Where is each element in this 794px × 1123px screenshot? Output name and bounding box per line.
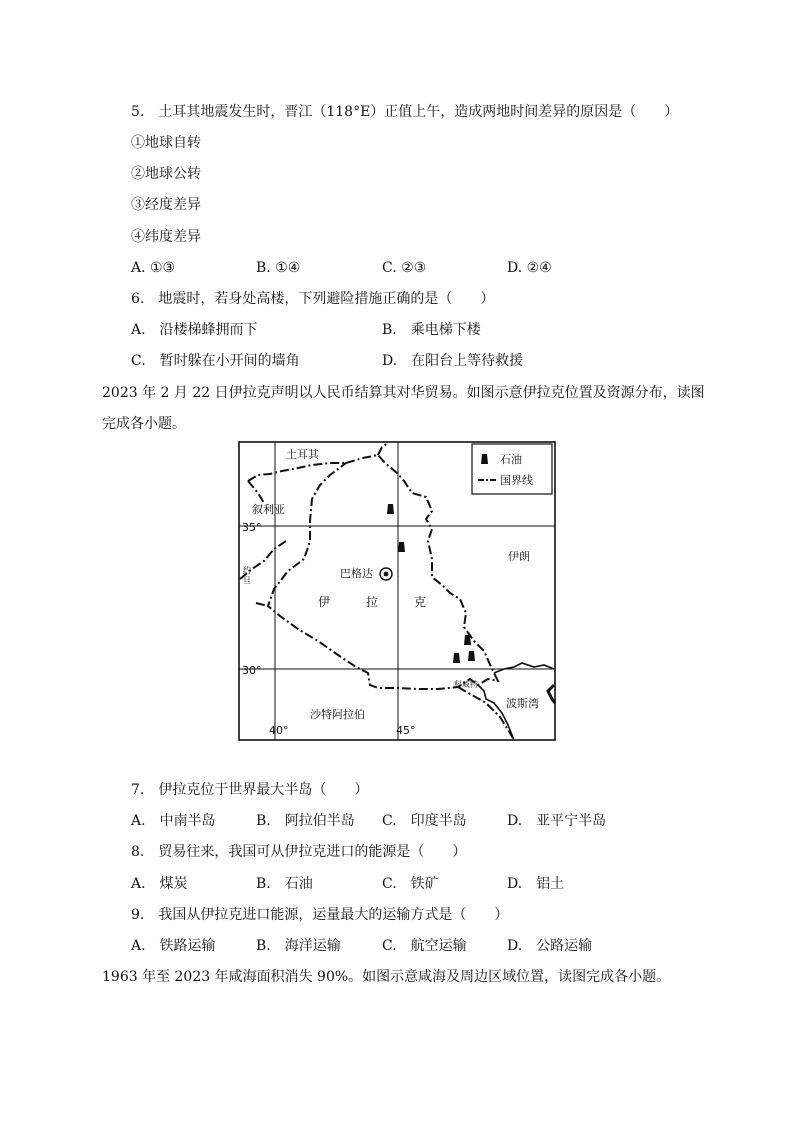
legend-oil-label: 石油 [500,453,522,466]
capital-dot [384,572,389,577]
tick-lon-40: 40° [269,724,289,737]
iraq-map-svg [238,441,556,741]
label-kuwait: 科威特 [454,680,478,689]
q8-stem: 8. 贸易往来，我国可从伊拉克进口的能源是（ ） [131,844,467,860]
q6-stem: 6. 地震时，若身处高楼，下列避险措施正确的是（ ） [131,291,495,307]
q5-option-b: B. ①④ [256,260,301,276]
q7-option-d: D. 亚平宁半岛 [507,813,607,829]
q9-option-a: A. 铁路运输 [131,938,216,954]
q5-item-4: ④纬度差异 [131,229,201,245]
intro1-line1: 2023 年 2 月 22 日伊拉克声明以人民币结算其对华贸易。如图示意伊拉克位置及资源分布，读图 [102,385,705,401]
label-iraq-1: 伊 [318,595,331,609]
legend-oil-icon [481,454,488,464]
q9-stem: 9. 我国从伊拉克进口能源，运量最大的运输方式是（ ） [131,907,509,923]
label-jordan-1: 约 [243,566,251,575]
legend-border-label: 国界线 [500,474,533,487]
label-iran: 伊朗 [508,550,530,563]
q5-option-a: A. ①③ [131,260,176,276]
q6-option-d: D. 在阳台上等待救援 [382,353,524,369]
iraq-map [238,441,556,741]
q8-option-a: A. 煤炭 [131,876,188,892]
q9-option-d: D. 公路运输 [507,938,593,954]
q7-stem: 7. 伊拉克位于世界最大半岛（ ） [131,782,369,798]
tick-lat-35: 35° [242,521,262,534]
tick-lat-30: 30° [242,664,262,677]
q7-option-c: C. 印度半岛 [382,813,467,829]
q5-option-d: D. ②④ [507,260,552,276]
q6-option-c: C. 暂时躲在小开间的墙角 [131,353,300,369]
q8-option-c: C. 铁矿 [382,876,439,892]
q5-item-2: ②地球公转 [131,166,201,182]
q8-option-b: B. 石油 [256,876,313,892]
q9-option-c: C. 航空运输 [382,938,467,954]
oil-marker-basra-2 [453,653,460,663]
q5-item-3: ③经度差异 [131,197,201,213]
intro2-line1: 1963 年至 2023 年咸海面积消失 90%。如图示意咸海及周边区域位置，读图完成各小题。 [102,969,671,985]
intro1-line2: 完成各小题。 [102,416,186,432]
label-persian-gulf: 波斯湾 [506,697,539,710]
oil-marker-basra-3 [468,651,475,661]
label-syria: 叙利亚 [252,503,285,516]
label-turkey: 土耳其 [286,448,319,461]
label-jordan-2: 旦 [243,576,251,585]
oil-marker-central [398,542,405,552]
q5-option-c: C. ②③ [382,260,427,276]
oil-marker-basra-1 [464,635,471,645]
q8-option-d: D. 铝土 [507,876,565,892]
label-baghdad: 巴格达 [340,567,373,580]
oil-marker-kirkuk [387,504,394,514]
label-iraq-2: 拉 [366,595,379,609]
q5-item-1: ①地球自转 [131,135,201,151]
q6-option-a: A. 沿楼梯蜂拥而下 [131,322,258,338]
q9-option-b: B. 海洋运输 [256,938,341,954]
q7-option-a: A. 中南半岛 [131,813,216,829]
tick-lon-45: 45° [396,724,416,737]
label-iraq-3: 克 [414,595,427,609]
q7-option-b: B. 阿拉伯半岛 [256,813,355,829]
q6-option-b: B. 乘电梯下楼 [382,322,481,338]
label-saudi: 沙特阿拉伯 [310,708,365,721]
q5-stem: 5. 土耳其地震发生时，晋江（118°E）正值上午，造成两地时间差异的原因是（ ） [131,104,679,120]
